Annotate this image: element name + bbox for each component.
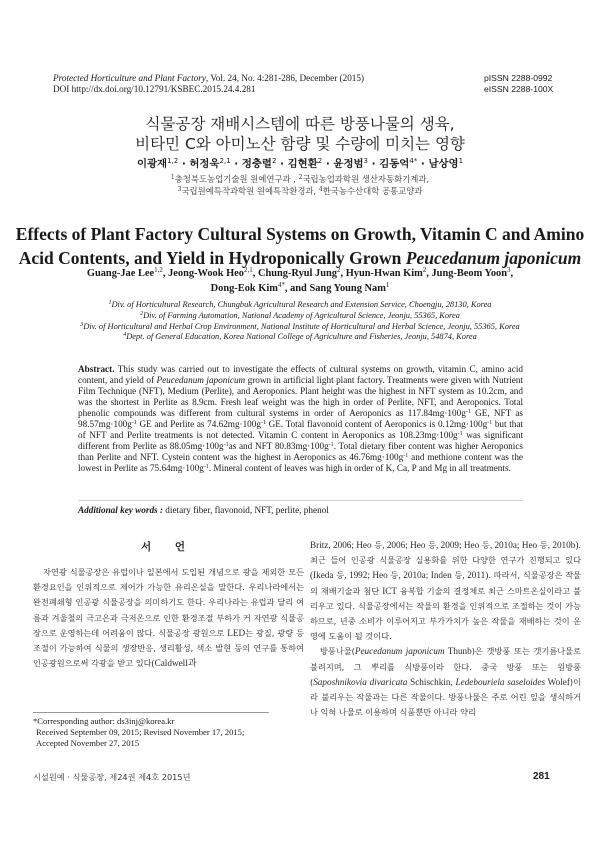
korean-affiliations <box>0 173 600 197</box>
author-separator: · <box>368 158 380 170</box>
author: Jeong-Wook Heo$^{2,1}$, <box>168 266 258 279</box>
issn-block <box>484 73 553 95</box>
abstract: Abstract. This study was carried out to investigate the effects of cultural systems on growth, vitamin C, amino acid content, and yield of Peucedanum japonicum grown in artificial light plant factory. Treatments were given with Nutrient Film Technique (NFT), Medium (Perlite), and Aeroponics. Plant height was the highest in NFT system as 10.2cm, and was the shortest in Perlite as 8.9cm. Fresh leaf weight was the high in order of Perlite, NFT, and Aeroponics. Total phenolic compounds was different from cultural systems in order of Aeroponics as $117.84mg\cdot 100g^{-1}$ GE, NFT as $98.57mg\cdot 100g^{-1}$ GE and Perlite as $74.62mg\cdot 100g^{-1}$ GE. Total flavonoid content of Aeroponics is $0.12mg\cdot 100g^{-1}$ but that of NFT and Perlite treatments is not detected. Vitamin C content in Aeroponics as $108.23mg\cdot 100g^{-1}$ was significant different from Perlite as $88.05mg\cdot 100g^{-1}as$ and NFT $80.83mg\cdot 100g^{-1}$. Total dietary fiber content was higher Aeroponics than Perlite and NFT. Cystein content was the highest in Aeroponics as $46.76mg\cdot 100g^{-1}$ and methione content was the lowest in Perlite as $75.64mg\cdot 100g^{-1}$. Mineral content of leaves was high in order of K, Ca, P and Mg in all treatments. <box>78 364 523 473</box>
english-title-line-1: Effects of Plant Factory Cultural Systems on Growth, Vitamin C and Amino <box>15 224 585 244</box>
received-dates: Received September 09, 2015; Revised November 17, 2015; <box>36 727 245 737</box>
journal-name: Protected Horticulture and Plant Factory <box>53 73 206 83</box>
author: Dong-Eok Kim$^{4*}$, and <box>210 281 310 294</box>
footnote <box>33 716 244 749</box>
author-separator: · <box>230 158 242 170</box>
species-name: Peucedanum japonicum <box>156 375 246 385</box>
author: 남상영$^1$ <box>428 157 464 170</box>
journal-header <box>53 73 364 95</box>
affiliation-3: $^3$Div. of Horticultural and Herbal Crop Environment, National Institute of Horticultural and Herbal Science, Jeonju, 55365, Korea <box>80 321 520 331</box>
doi-link[interactable]: DOI http://dx.doi.org/10.12791/KSBEC.2015.24.4.281 <box>53 84 256 94</box>
author: 김현환$^2$ <box>287 157 323 170</box>
korean-affiliation-line: $^1$충청북도농업기술원 원예연구과 , $^2$국립농업과학원 생산자동화기계과, <box>170 174 430 184</box>
eissn: eISSN 2288-100X <box>484 84 554 94</box>
korean-title-line-1: 식물공장 재배시스템에 따른 방풍나물의 생육, <box>145 115 455 133</box>
pissn: pISSN 2288-0992 <box>484 73 553 83</box>
korean-title-line-2: 비타민 C와 아미노산 함량 및 수량에 미치는 영향 <box>135 135 465 153</box>
author: Sang Young Nam$^1$ <box>309 281 390 294</box>
author-separator: · <box>322 158 334 170</box>
author-separator: · <box>276 158 288 170</box>
abstract-label: Abstract. <box>78 364 115 374</box>
author: Chung-Ryul Jung$^2$, <box>257 266 346 279</box>
key-words-list: dietary fiber, flavonoid, NFT, perlite, phenol <box>163 505 329 515</box>
page-number: 281 <box>533 771 550 782</box>
abstract-divider <box>78 500 523 501</box>
affiliation-4: $^4$Dept. of General Education, Korea National College of Agriculture and Fisheries, Jeonju, 54874, Korea <box>123 332 477 342</box>
footer-journal: 시설원예 · 식물공장, 제24권 제4호 2015년 <box>33 772 191 782</box>
key-words <box>78 505 329 516</box>
author-separator: · <box>178 158 190 170</box>
paragraph: Britz, 2006; Heo 등, 2006; Heo 등, 2009; Heo 등, 2010a; Heo 등, 2010b). 최근 들어 인공광 식물공장 실용화를 위한 다양한 연구가 진행되고 있다(Ikeda 등, 1992; Heo 등, 2010a; Inden 등, 2011). 따라서, 식물공장은 작물의 재배기술과 첨단 ICT 융복합 기술의 결정체로 최근 스마트온실이라고 불리우고 있다. 식물공장에서는 작물의 환경을 인위적으로 조절하는 것이 가능하므로, 년중 소비가 이루어지고 부가가치가 높은 작물을 재배하는 것이 운영에 도움이 될 것이다. <box>310 540 581 642</box>
english-authors-line-1 <box>0 266 600 281</box>
english-title <box>0 222 600 270</box>
author-separator: · <box>417 158 429 170</box>
author: 정충렬$^2$ <box>241 157 277 170</box>
corresponding-author: *Corresponding author: ds3inj@korea.kr <box>33 716 175 726</box>
body-column-left <box>33 565 304 702</box>
key-words-label: Additional key words : <box>78 505 163 515</box>
accepted-date: Accepted November 27, 2015 <box>36 738 140 748</box>
author: 이광재$^{1,2}$ <box>136 157 179 170</box>
author: 허정욱$^{2,1}$ <box>189 157 231 170</box>
author: 윤정범$^3$ <box>333 157 368 170</box>
english-authors-line-2 <box>0 281 600 296</box>
citation-line <box>53 73 364 84</box>
species-name: Peucedanum japonicum <box>405 248 582 268</box>
english-affiliations <box>0 300 600 343</box>
korean-affiliation-line: $^3$국립원예특작과학원 원예특작환경과, $^4$한국농수산대학 공통교양과 <box>177 186 423 196</box>
english-authors <box>0 266 600 296</box>
body-column-right <box>310 538 581 766</box>
author: Guang-Jae Lee$^{1,2}$, <box>86 266 169 279</box>
author: 김동억$^{4*}$ <box>379 157 418 170</box>
affiliation-1: $^1$Div. of Horticultural Research, Chungbuk Agricultural Research and Extension Service, Choengju, 28130, Korea <box>108 300 492 309</box>
author: Hyun-Hwan Kim$^2$, <box>345 266 432 279</box>
footnote-divider <box>33 712 269 713</box>
korean-authors <box>0 157 600 171</box>
author: Jung-Beom Yoon$^3$, <box>431 266 514 279</box>
affiliation-2: $^2$Div. of Farming Automation, National Academy of Agricultural Science, Jeonju, 55365, Korea <box>140 310 460 320</box>
english-title-line-2: Acid Contents, and Yield in Hydroponically Grown Peucedanum japonicum <box>18 248 582 268</box>
journal-citation: , Vol. 24, No. 4:281-286, December (2015) <box>205 73 365 83</box>
paragraph: 방풍나물(Peucedanum japonicum Thunb)은 갯방풍 또는 갯기름나물로 불려지며, 그 뿌리를 식방풍이라 한다. 중국 방풍 또는 원방풍(Saposhnikovia divaricata Schischkin, Ledebouriela saseloides Wolef)이라 불리우는 작물과는 다른 작물이다. 방풍나물은 주로 어린 잎을 생식하거나 익혀 나물로 이용하며 식품뿐만 아니라 약리 <box>310 646 581 718</box>
section-heading-introduction: 서 언 <box>141 541 195 553</box>
paragraph: 자연광 식물공장은 유럽이나 일본에서 도입된 개념으로 광을 제외한 모든 환경요인을 인위적으로 제어가 가능한 유리온실을 말한다. 우리나라에서는 완전폐쇄형 인공광 식물공장을 의미하기도 한다. 우리나라는 유럽과 달리 여름과 겨울철의 극고온과 극저온으로 인한 환경조절 부하가 커 자연광 식물공장으로 운영하는데 어려움이 많다. 식물공장 광원으로 LED는 광질, 광량 등 조절이 가능하여 식물의 생장반응, 생리활성, 색소 발현 등의 연구를 통하여 인공광원으로써 각광을 받고 있다(Caldwell과 <box>33 567 304 669</box>
korean-title <box>0 114 600 154</box>
